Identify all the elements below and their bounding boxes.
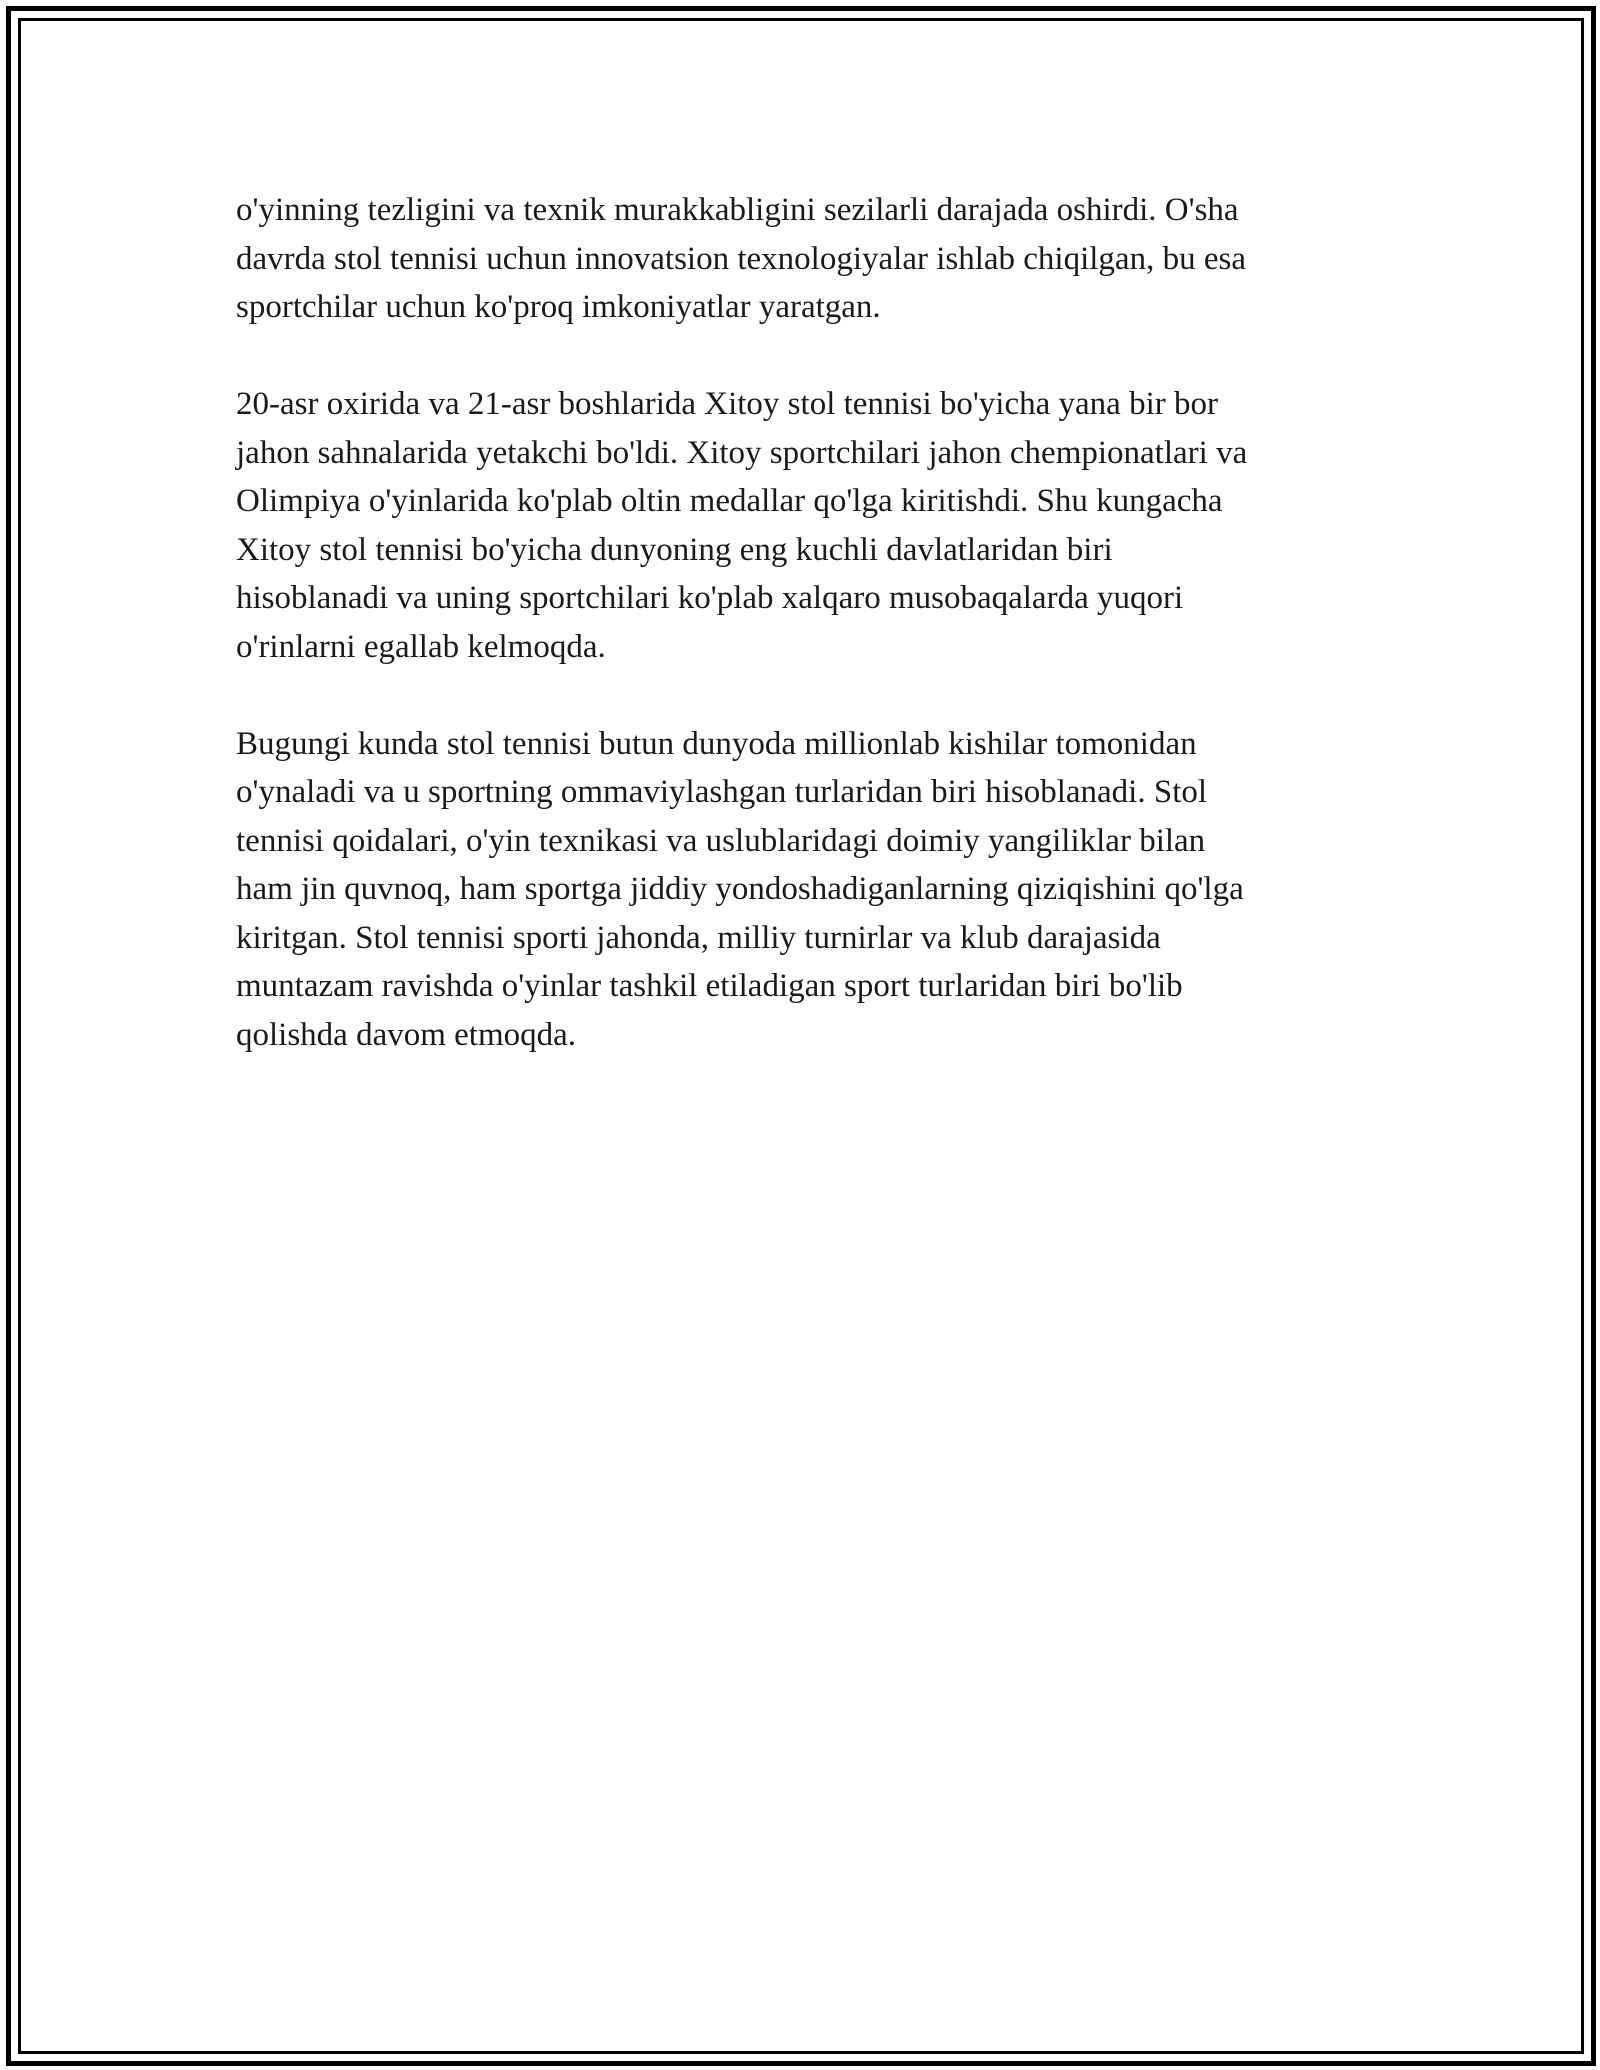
text-line: muntazam ravishda o'yinlar tashkil etiladigan sport turlaridan biri bo'lib [236,968,1183,1004]
text-line: Olimpiya o'yinlarida ko'plab oltin medallar qo'lga kiritishdi. Shu kungacha [236,483,1223,519]
text-line: Xitoy stol tennisi bo'yicha dunyoning eng kuchli davlatlaridan biri [236,531,1113,568]
text-line: ham jin quvnoq, ham sportga jiddiy yondoshadiganlarning qiziqishini qo'lga [236,871,1244,907]
text-line: davrda stol tennisi uchun innovatsion texnologiyalar ishlab chiqilgan, bu esa [236,240,1246,277]
text-line: tennisi qoidalari, o'yin texnikasi va uslublaridagi doimiy yangiliklar bilan [236,822,1206,859]
text-line: hisoblanadi va uning sportchilari ko'plab xalqaro musobaqalarda yuqori [236,580,1184,616]
text-line: 20-asr oxirida va 21-asr boshlarida Xitoy stol tennisi bo'yicha yana bir bor [236,386,1218,422]
document-body [236,186,1376,1108]
paragraph-3 [236,720,1376,1060]
text-line: sportchilar uchun ko'proq imkoniyatlar yaratgan. [236,289,881,325]
text-line: Bugungi kunda stol tennisi butun dunyoda millionlab kishilar tomonidan [236,725,1197,762]
text-line: jahon sahnalarida yetakchi bo'ldi. Xitoy sportchilari jahon chempionatlari va [236,434,1248,471]
text-line: qolishda davom etmoqda. [236,1016,577,1053]
text-line: o'yinning tezligini va texnik murakkabligini sezilarli darajada oshirdi. O'sha [236,192,1239,228]
paragraph-2 [236,380,1376,671]
text-line: kiritgan. Stol tennisi sporti jahonda, milliy turnirlar va klub darajasida [236,919,1161,956]
paragraph-1 [236,186,1376,332]
text-line: o'rinlarni egallab kelmoqda. [236,628,606,665]
text-line: o'ynaladi va u sportning ommaviylashgan turlaridan biri hisoblanadi. Stol [236,774,1208,810]
